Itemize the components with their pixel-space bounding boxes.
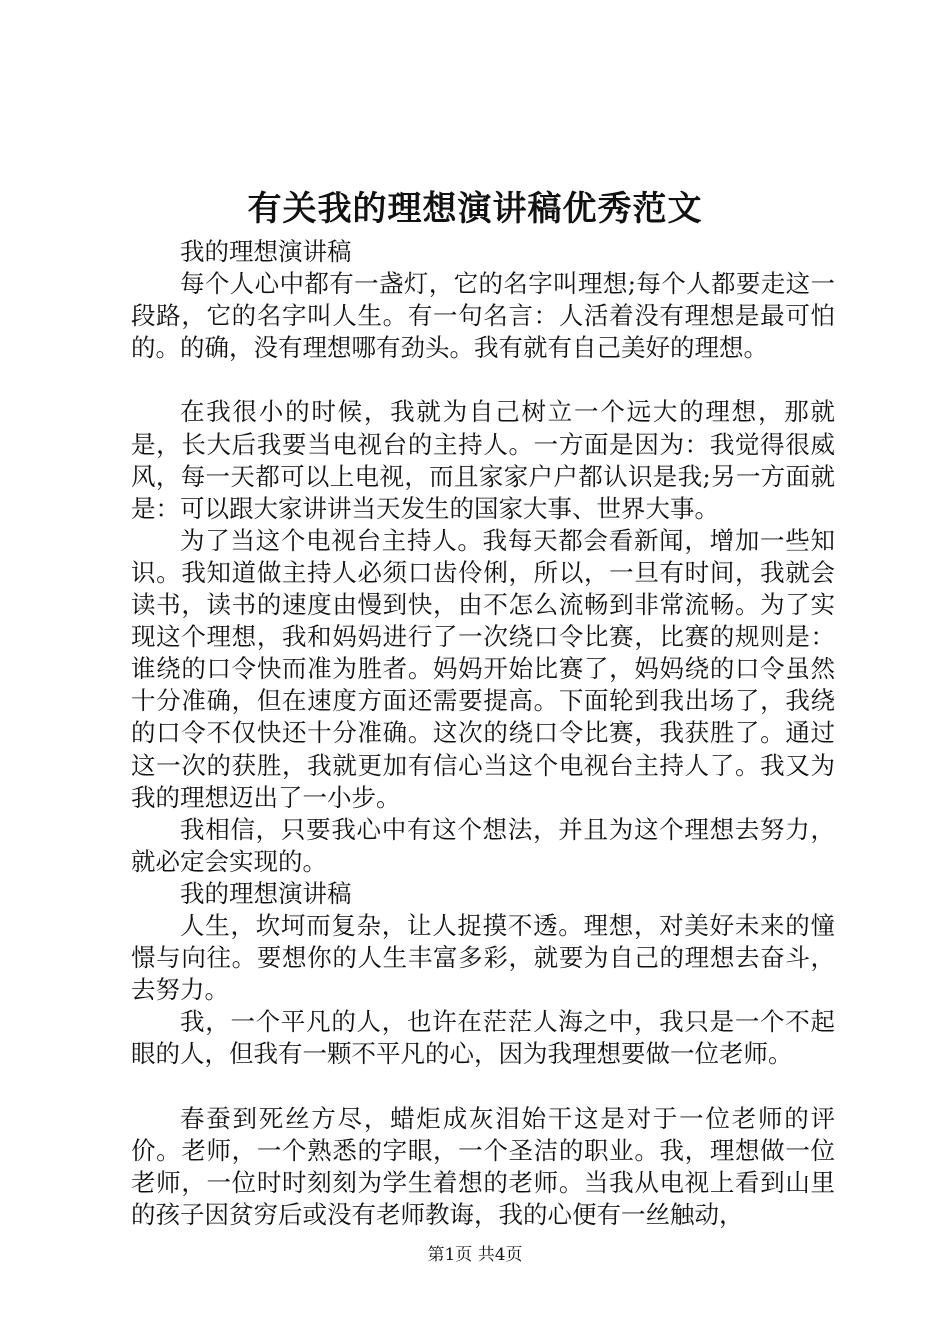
document-body [131,236,835,1231]
paragraph: 春蚕到死丝方尽，蜡炬成灰泪始干这是对于一位老师的评价。老师，一个熟悉的字眼，一个圣洁的职业。我，理想做一位老师，一位时时刻刻为学生着想的老师。当我从电视上看到山里的孩子因贫穷后或没有老师教诲，我的心便有一丝触动， [131,1103,835,1229]
paragraph: 每个人心中都有一盏灯，它的名字叫理想;每个人都要走这一段路，它的名字叫人生。有一句名言：人活着没有理想是最可怕的。的确，没有理想哪有劲头。我有就有自己美好的理想。 [131,269,835,363]
paragraph: 我，一个平凡的人，也许在茫茫人海之中，我只是一个不起眼的人，但我有一颗不平凡的心，因为我理想要做一位老师。 [131,1007,835,1069]
paragraph-gap [131,364,835,396]
paragraph: 我相信，只要我心中有这个想法，并且为这个理想去努力，就必定会实现的。 [131,814,835,876]
section-heading: 我的理想演讲稿 [180,878,352,908]
page-footer: 第1页 共4页 [427,1245,523,1265]
document-title: 有关我的理想演讲稿优秀范文 [247,189,703,229]
paragraph: 人生，坎坷而复杂，让人捉摸不透。理想，对美好未来的憧憬与向往。要想你的人生丰富多彩，就要为自己的理想去奋斗，去努力。 [131,910,835,1005]
paragraph-gap [131,1070,835,1102]
paragraph: 为了当这个电视台主持人。我每天都会看新闻，增加一些知识。我知道做主持人必须口齿伶俐，所以，一旦有时间，我就会读书，读书的速度由慢到快，由不怎么流畅到非常流畅。为了实现这个理想，我和妈妈进行了一次绕口令比赛，比赛的规则是：谁绕的口令快而准为胜者。妈妈开始比赛了，妈妈绕的口令虽然十分准确，但在速度方面还需要提高。下面轮到我出场了，我绕的口令不仅快还十分准确。这次的绕口令比赛，我获胜了。通过这一次的获胜，我就更加有信心当这个电视台主持人了。我又为我的理想迈出了一小步。 [131,525,835,812]
paragraph: 在我很小的时候，我就为自己树立一个远大的理想，那就是，长大后我要当电视台的主持人。一方面是因为：我觉得很威风，每一天都可以上电视，而且家家户户都认识是我;另一方面就是：可以跟大家讲讲当天发生的国家大事、世界大事。 [131,397,835,523]
section-heading: 我的理想演讲稿 [180,237,352,266]
